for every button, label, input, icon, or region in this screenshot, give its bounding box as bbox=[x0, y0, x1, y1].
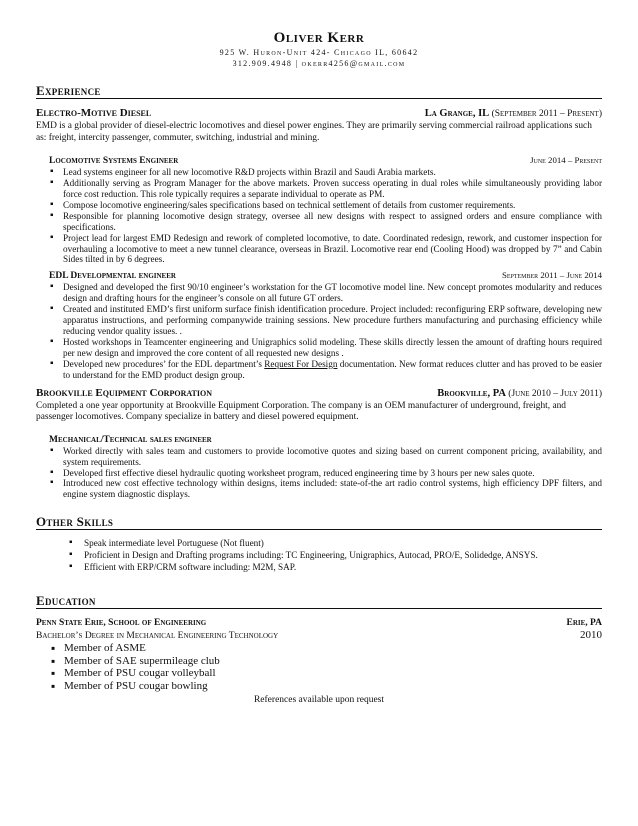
school-location: Erie, PA bbox=[566, 618, 602, 629]
list-item: ▪ Responsible for planning locomotive design strategy, oversee all new designs with respect to assigned orders and ensure compliance with specifications. bbox=[49, 211, 602, 233]
brookville-company-name: Brookville Equipment Corporation bbox=[36, 386, 212, 399]
experience-section bbox=[36, 83, 602, 500]
list-item bbox=[49, 359, 602, 381]
list-item: ▪ Member of PSU cougar volleyball bbox=[50, 667, 602, 680]
list-item: ▪ Developed first effective diesel hydraulic quoting worksheet program, reduced engineering time by 3 hours per new sales quote. bbox=[49, 468, 602, 479]
bullet-text-before: Developed new procedures’ for the EDL department’s bbox=[63, 358, 265, 369]
emd-location: La Grange, IL bbox=[424, 108, 490, 119]
skills-list bbox=[68, 537, 602, 573]
candidate-name: Oliver Kerr bbox=[273, 30, 365, 46]
list-item: ▪ Member of PSU cougar bowling bbox=[50, 680, 602, 693]
brookville-dates: (June 2010 – July 2011) bbox=[508, 388, 602, 399]
emd-company-name: Electro-Motive Diesel bbox=[36, 107, 152, 119]
list-item: ▪ Speak intermediate level Portuguese (Not fluent) bbox=[68, 537, 602, 549]
job-bullets bbox=[49, 446, 602, 501]
resume-header bbox=[36, 30, 602, 69]
job-title: Mechanical/Technical sales engineer bbox=[49, 434, 212, 445]
skills-section bbox=[36, 514, 602, 573]
degree: Bachelor’s Degree in Mechanical Engineering Technology bbox=[36, 631, 279, 642]
job-locomotive-systems-engineer bbox=[36, 154, 602, 265]
skills-title: Other Skills bbox=[36, 514, 114, 530]
job-title: Locomotive Systems Engineer bbox=[49, 156, 179, 167]
graduation-year: 2010 bbox=[580, 629, 602, 642]
job-title: EDL Developmental engineer bbox=[49, 271, 176, 282]
job-edl-developmental-engineer bbox=[36, 269, 602, 380]
list-item: ▪ Compose locomotive engineering/sales specifications based on technical settlement of details from customer requirements. bbox=[49, 200, 602, 211]
job-mechanical-technical-sales-engineer bbox=[36, 434, 602, 501]
experience-title: Experience bbox=[36, 83, 101, 98]
list-item: ▪ Project lead for largest EMD Redesign and rework of completed locomotive, to date. Coordinated redesign, rework, and customer inspection for overhauling a locomotive to meet a new tunnel clearance, overseas in Brazil. Locomotive rear end (Cooling Hood) was dropped by 7” and Cabin Sides tilted in by 6 degrees. bbox=[49, 233, 602, 266]
school-name: Penn State Erie, School of Engineering bbox=[36, 618, 207, 629]
emd-description: EMD is a global provider of diesel-electric locomotives and diesel power engines. They are primarily serving commercial railroad applications such as: freight, intercity passenger, commuter, switching, industrial and mining. bbox=[36, 121, 592, 143]
list-item: ▪ Hosted workshops in Teamcenter engineering and Unigraphics solid modeling. These skills directly lessen the amount of drafting hours required per new design and improved the core content of all requested new designs . bbox=[49, 337, 602, 359]
list-item: ▪ Lead systems engineer for all new locomotive R&D projects within Brazil and Saudi Arabia markets. bbox=[49, 167, 602, 178]
brookville-company-row bbox=[36, 387, 602, 401]
brookville-location: Brookville, PA bbox=[437, 387, 506, 399]
references-note: References available upon request bbox=[253, 694, 385, 705]
job-dates: September 2011 – June 2014 bbox=[501, 270, 602, 281]
education-section bbox=[36, 593, 602, 692]
list-item: ▪ Worked directly with sales team and customers to provide locomotive quotes and sizing based on current component pricing, availability, and system requirements. bbox=[49, 446, 602, 468]
list-item: ▪ Introduced new cost effective technology within designs, items included: state-of-the art radio control systems, high efficiency DPF filters, and engine system diagnostic displays. bbox=[49, 478, 602, 500]
list-item: ▪ Created and instituted EMD’s first uniform surface finish identification procedure. Project included: reconfiguring ERP software, developing new apparatus instructions, and performing companywide training sessions. New procedure furthers manufacturing and purchasing efficiency while reducing vendor quality issues. . bbox=[49, 304, 602, 337]
education-activities bbox=[50, 642, 602, 692]
address: 925 W. Huron-Unit 424- Chicago IL, 60642 bbox=[219, 48, 419, 57]
job-bullets bbox=[49, 282, 602, 380]
list-item: ▪ Additionally serving as Program Manager for the above markets. Proven success operating in dual roles while simultaneously providing labor force cost reduction. This role typically requires a separate individual to operate as PM. bbox=[49, 178, 602, 200]
brookville-description: Completed a one year opportunity at Brookville Equipment Corporation. The company is an OEM manufacturer of underground, freight, and passenger locomotives. Company specialize in battery and diesel powered equipment. bbox=[36, 400, 566, 423]
emd-company-row bbox=[36, 107, 602, 121]
emd-dates: (September 2011 – Present) bbox=[491, 109, 602, 119]
list-item: ▪ Member of ASME bbox=[50, 642, 602, 655]
brookville-location-dates bbox=[437, 387, 602, 401]
bullet-text-after: documentation. New format reduces clutter and has proved to be easier to understand for the EMD product design group. bbox=[63, 358, 602, 380]
job-bullets bbox=[49, 167, 602, 265]
emd-location-dates bbox=[425, 107, 602, 121]
contact-info: 312.909.4948 | okerr4256@gmail.com bbox=[232, 59, 406, 68]
list-item: ▪ Designed and developed the first 90/10 engineer’s workstation for the GT locomotive model line. New concept promotes modularity and reduces design and drafting hours for the engineer’s console on all future GT orders. bbox=[49, 282, 602, 304]
request-for-design-link: Request For Design bbox=[264, 358, 338, 369]
list-item: ▪ Proficient in Design and Drafting programs including: TC Engineering, Unigraphics, Autocad, PRO/E, Solidedge, ANSYS. bbox=[68, 549, 602, 561]
education-title: Education bbox=[36, 593, 96, 609]
list-item: ▪ Efficient with ERP/CRM software including: M2M, SAP. bbox=[68, 561, 602, 573]
list-item: ▪ Member of SAE supermileage club bbox=[50, 655, 602, 668]
job-dates: June 2014 – Present bbox=[530, 155, 602, 166]
